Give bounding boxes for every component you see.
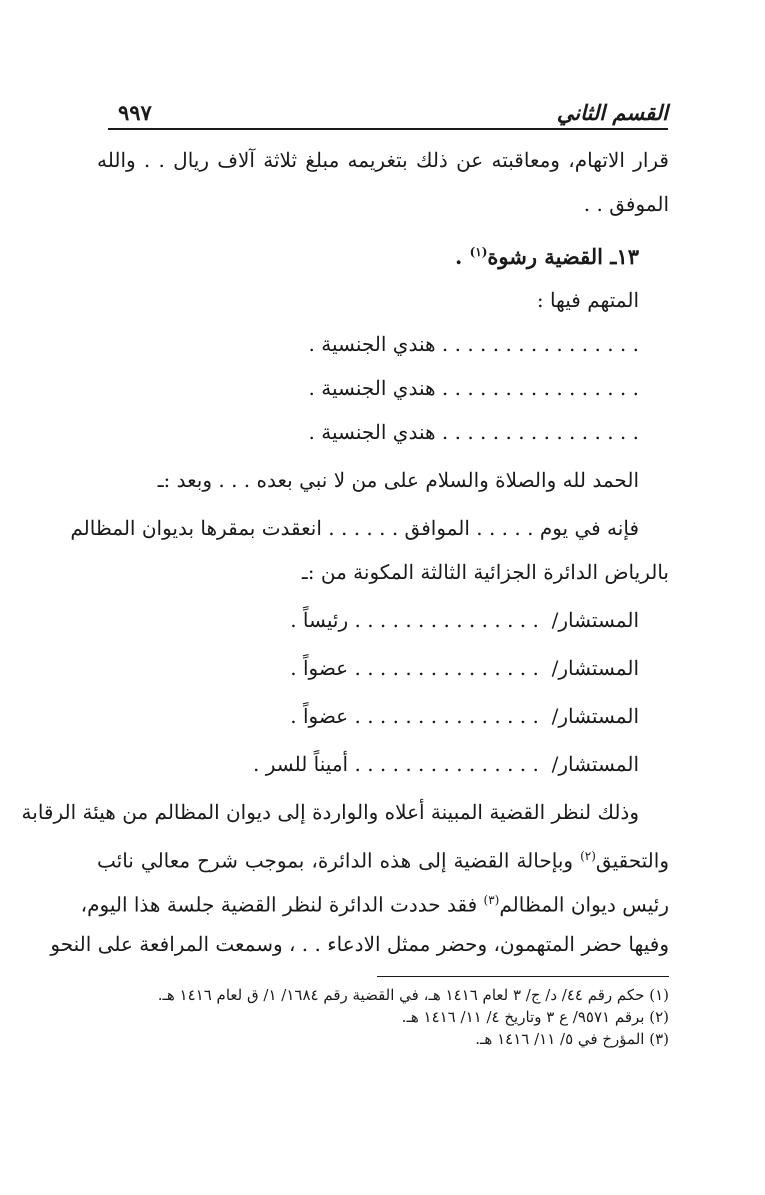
case-title: ـ القضية رشوة [487,244,617,269]
footnote: (٢) برقم ٩٥٧١/ ع ٣ وتاريخ ٤/ ١١/ ١٤١٦ هـ. [401,1008,669,1026]
accused-line [308,410,639,454]
footnote-ref: (١) [469,245,488,259]
member-dots: . . . . . . . . . . . . . . . [354,752,539,776]
paragraph-line: وذلك لنظر القضية المبينة أعلاه والواردة إلى ديوان المظالم من هيئة الرقابة [21,800,639,824]
praise-line: الحمد لله والصلاة والسلام على من لا نبي بعده . . . وبعد :ـ [157,468,639,492]
member-line [97,646,639,690]
running-head [108,96,668,132]
accused-line [308,366,639,410]
member-line [97,598,639,642]
member-role: أميناً للسر . [253,752,349,776]
member-dots: . . . . . . . . . . . . . . . [354,656,539,680]
paragraph-text: والتحقيق [595,848,669,873]
accused-dots: . . . . . . . . . . . . . . . . [441,420,639,444]
member-role: رئيساً . [290,608,349,632]
paragraph-text: فقد حددت الدائرة لنظر القضية جلسة هذا اليوم، [80,892,484,917]
member-title: المستشار/ [551,704,639,728]
paragraph-text: رئيس ديوان المظالم [499,892,669,917]
paragraph-line: قرار الاتهام، ومعاقبته عن ذلك بتغريمه مبلغ ثلاثة آلاف ريال . . والله [97,148,669,172]
member-title: المستشار/ [551,656,639,680]
case-number: ١٣ [616,244,639,269]
member-line [97,694,639,738]
member-role: عضواً . [290,656,349,680]
member-dots: . . . . . . . . . . . . . . . [354,704,539,728]
accused-label: المتهم فيها : [536,288,639,312]
paragraph-line: وفيها حضر المتهمون، وحضر ممثل الادعاء . . ، وسمعت المرافعة على النحو [50,932,669,956]
session-line: بالرياض الدائرة الجزائية الثالثة المكونة من :ـ [301,560,669,584]
paragraph-text: وبإحالة القضية إلى هذه الدائرة، بموجب شرح معالي نائب [97,848,581,873]
accused-nationality: هندي الجنسية . [308,420,436,444]
paragraph-line [80,878,669,922]
member-title: المستشار/ [551,608,639,632]
member-title: المستشار/ [551,752,639,776]
footnote-ref: (٢) [580,849,596,863]
member-role: عضواً . [290,704,349,728]
body-text [21,138,669,966]
page-number: ٩٩٧ [118,100,152,125]
case-title-end: . [454,244,470,269]
accused-dots: . . . . . . . . . . . . . . . . [441,332,639,356]
footnote: (١) حكم رقم ٤٤/ د/ ج/ ٣ لعام ١٤١٦ هـ، في القضية رقم ١٦٨٤/ ١/ ق لعام ١٤١٦ هـ. [157,986,669,1004]
header-rule [108,128,668,130]
footnote-ref: (٣) [483,893,500,907]
accused-nationality: هندي الجنسية . [308,376,436,400]
paragraph-line [97,834,669,878]
member-dots: . . . . . . . . . . . . . . . [354,608,539,632]
case-heading [97,230,639,274]
accused-dots: . . . . . . . . . . . . . . . . [441,376,639,400]
accused-nationality: هندي الجنسية . [308,332,436,356]
member-line [97,742,639,786]
paragraph-line: الموفق . . [583,192,669,216]
footnote-rule [377,976,669,977]
session-line: فإنه في يوم . . . . . الموافق . . . . . . انعقدت بمقرها بديوان المظالم [70,516,639,540]
footnotes [97,984,669,1050]
footnote: (٣) المؤرخ في ٥/ ١١/ ١٤١٦ هـ. [475,1030,669,1048]
accused-line [308,322,639,366]
section-title: القسم الثاني [556,100,668,125]
